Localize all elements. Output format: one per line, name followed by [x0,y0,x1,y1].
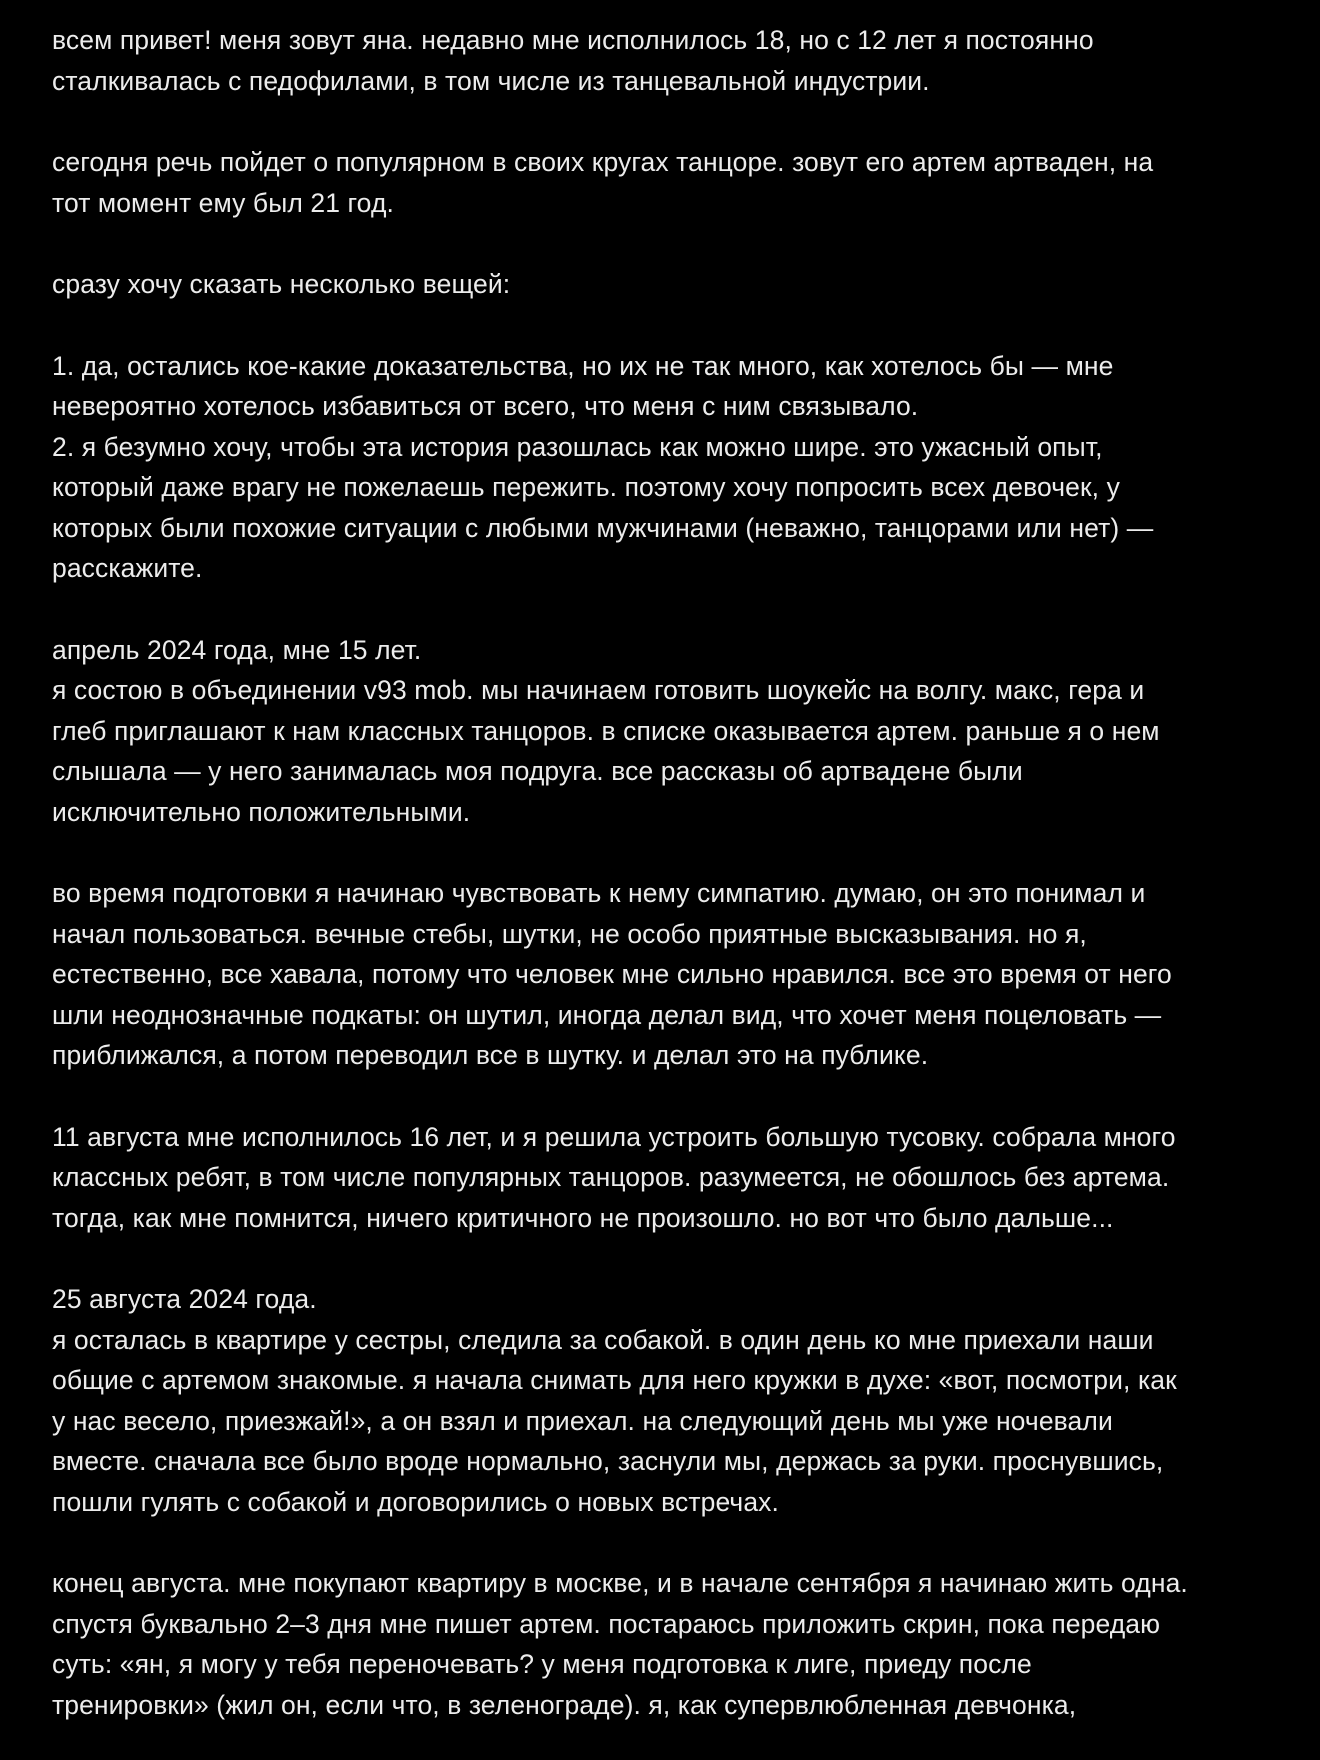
text-line: которых были похожие ситуации с любыми мужчинами (неважно, танцорами или нет) — [52,512,1154,543]
paragraph-august-11 [52,1117,1280,1239]
text-line: я состою в объединении v93 mob. мы начинаем готовить шоукейс на волгу. макс, гера и [52,675,1145,705]
text-line: 25 августа 2024 года. [52,1284,317,1314]
text-line: шли неоднозначные подкаты: он шутил, иногда делал вид, что хочет меня поцеловать — [52,999,1162,1030]
text-line: расскажите. [52,553,203,583]
paragraph-preparation [52,873,1280,1076]
text-line: у нас весело, приезжай!», а он взял и приехал. на следующий день мы уже ночевали [52,1405,1113,1436]
paragraph-april-2024 [52,630,1280,833]
text-line: апрель 2024 года, мне 15 лет. [52,634,422,665]
text-line: сегодня речь пойдет о популярном в своих кругах танцоре. зовут его артем артваден, на [52,147,1154,177]
text-line: тот момент ему был 21 год. [52,187,394,218]
text-line: спустя буквально 2–3 дня мне пишет артем. постараюсь приложить скрин, пока передаю [52,1608,1161,1639]
text-line: вместе. сначала все было вроде нормально, заснули мы, держась за руки. проснувшись, [52,1446,1164,1476]
text-line: который даже врагу не пожелаешь пережить. поэтому хочу попросить всех девочек, у [52,472,1120,502]
text-line: естественно, все хавала, потому что человек мне сильно нравился. все это время от него [52,959,1172,989]
text-line: тогда, как мне помнится, ничего критичного не произошло. но вот что было дальше... [52,1202,1114,1233]
text-line: слышала — у него занималась моя подруга. все рассказы об артвадене были [52,756,1023,786]
text-line: невероятно хотелось избавиться от всего, что меня с ним связывало. [52,391,919,421]
text-line: во время подготовки я начинаю чувствовать к нему симпатию. думаю, он это понимал и [52,878,1146,908]
text-line: 1. да, остались кое-какие доказательства, но их не так много, как хотелось бы — мне [52,350,1114,381]
paragraph-intro [52,20,1280,101]
text-line: 2. я безумно хочу, чтобы эта история разошлась как можно шире. это ужасный опыт, [52,431,1103,462]
text-line: классных ребят, в том числе популярных танцоров. разумеется, не обошлось без артема. [52,1162,1170,1192]
text-line: пошли гулять с собакой и договорились о новых встречах. [52,1486,779,1517]
text-line: начал пользоваться. вечные стебы, шутки, не особо приятные высказывания. но я, [52,918,1087,949]
text-line: глеб приглашают к нам классных танцоров. в списке оказывается артем. раньше я о нем [52,715,1160,746]
paragraph-subject [52,142,1280,223]
text-line: 11 августа мне исполнилось 16 лет, и я решила устроить большую тусовку. собрала много [52,1121,1176,1152]
text-line: сталкивалась с педофилами, в том числе из танцевальной индустрии. [52,65,930,96]
text-line: я осталась в квартире у сестры, следила за собакой. в один день ко мне приехали наши [52,1324,1154,1355]
text-line: конец августа. мне покупают квартиру в москве, и в начале сентября я начинаю жить одна. [52,1568,1188,1598]
text-line: приближался, а потом переводил все в шутку. и делал это на публике. [52,1040,929,1070]
text-line: общие с артемом знакомые. я начала снимать для него кружки в духе: «вот, посмотри, как [52,1365,1177,1395]
text-line: сразу хочу сказать несколько вещей: [52,269,511,299]
text-line: суть: «ян, я могу у тебя переночевать? у меня подготовка к лиге, приеду после [52,1649,1032,1679]
paragraph-numbered-points [52,346,1280,589]
text-line: тренировки» (жил он, если что, в зеленограде). я, как супервлюбленная девчонка, [52,1689,1077,1720]
paragraph-preface [52,264,1280,305]
paragraph-end-of-august [52,1563,1280,1725]
text-line: исключительно положительными. [52,796,471,827]
paragraph-august-25 [52,1279,1280,1522]
text-line: всем привет! меня зовут яна. недавно мне исполнилось 18, но с 12 лет я постоянно [52,25,1094,55]
